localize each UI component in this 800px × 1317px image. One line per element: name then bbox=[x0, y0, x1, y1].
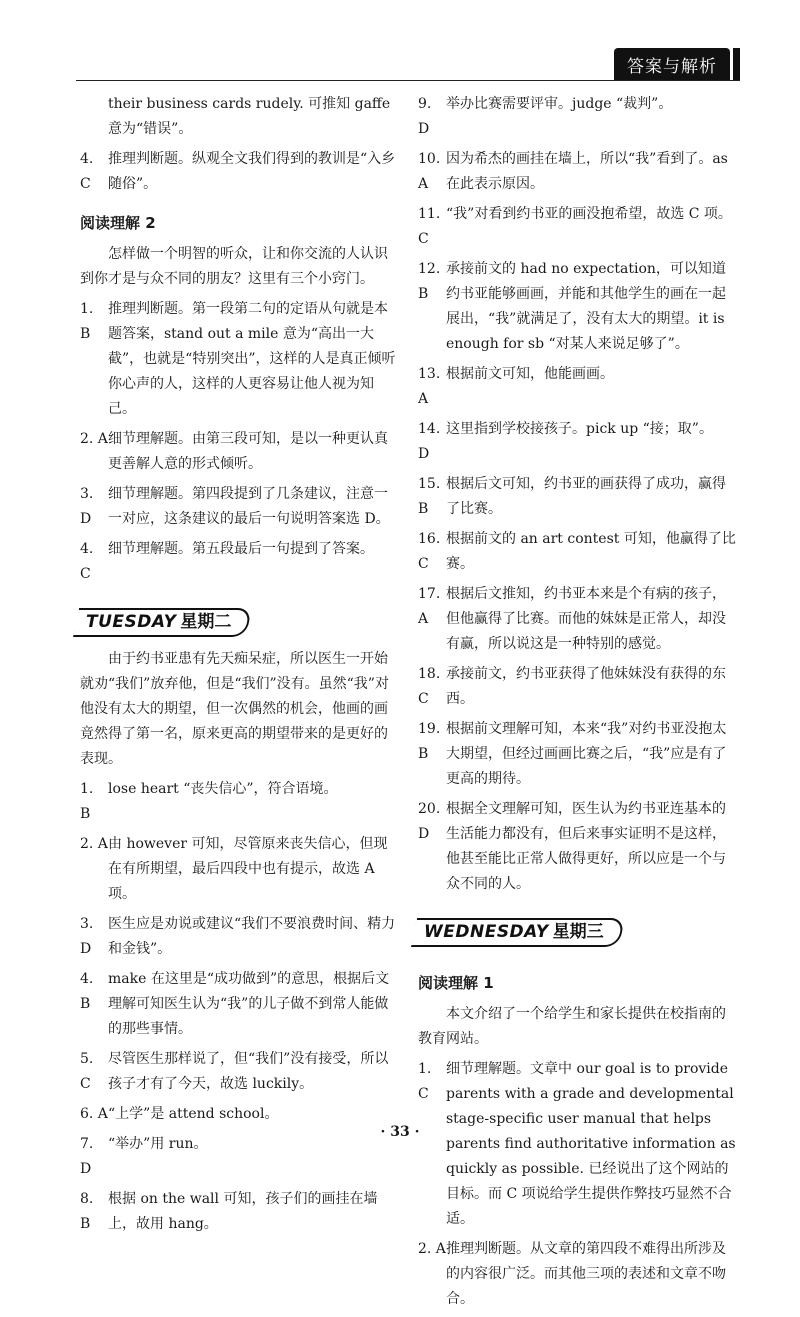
day-banner-wednesday bbox=[414, 918, 622, 947]
answer-number: 1. B bbox=[80, 301, 94, 342]
header-rule bbox=[76, 80, 740, 81]
answer-number: 9. D bbox=[418, 96, 432, 137]
answer-number: 2. A bbox=[80, 836, 108, 852]
section-header-tab bbox=[614, 48, 730, 80]
answer-text: 细节理解题。第四段提到了几条建议，注意一一对应，这条建议的最后一句说明答案选 D。 bbox=[108, 486, 390, 527]
answer-item bbox=[80, 297, 400, 422]
answer-text: 这里指到学校接孩子。pick up “接；取”。 bbox=[446, 421, 713, 437]
answer-number: 5. C bbox=[80, 1051, 94, 1092]
answer-item bbox=[418, 717, 738, 792]
answer-text: 举办比赛需要评审。judge “裁判”。 bbox=[446, 96, 673, 112]
answer-number bbox=[80, 92, 108, 142]
answer-number: 13. A bbox=[418, 366, 441, 407]
answer-item bbox=[80, 427, 400, 477]
answer-item bbox=[418, 202, 738, 252]
answer-number: 4. B bbox=[80, 971, 94, 1012]
answer-text: 根据后文推知，约书亚本来是个有病的孩子，但他赢得了比赛。而他的妹妹是正常人，却没有赢，所以说这是一种特别的感觉。 bbox=[446, 586, 726, 652]
answer-number: 18. C bbox=[418, 666, 441, 707]
answer-text: 根据前文理解可知，本来“我”对约书亚没抱太大期望，但经过画画比赛之后，“我”应是有了更高的期待。 bbox=[446, 721, 727, 787]
answer-item bbox=[80, 912, 400, 962]
answer-text: lose heart “丧失信心”，符合语境。 bbox=[108, 781, 338, 797]
passage-summary: 由于约书亚患有先天痴呆症，所以医生一开始就劝“我们”放弃他，但是“我们”没有。虽然“我”对他没有太大的期望，但一次偶然的机会，他画的画竟然得了第一名，原来更高的期望带来的是更好的表现。 bbox=[80, 651, 389, 767]
answer-number: 1. B bbox=[80, 781, 94, 822]
day-banner-english: WEDNESDAY bbox=[424, 922, 549, 942]
answer-text: 承接前文，约书亚获得了他妹妹没有获得的东西。 bbox=[446, 666, 726, 707]
answer-item bbox=[80, 537, 400, 587]
answer-number: 3. D bbox=[80, 916, 94, 957]
day-banner-tuesday bbox=[76, 608, 249, 637]
answer-number: 2. A bbox=[418, 1241, 446, 1257]
answer-number: 12. B bbox=[418, 261, 441, 302]
answer-number: 17. A bbox=[418, 586, 441, 627]
answer-item bbox=[80, 482, 400, 532]
answer-number: 6. A bbox=[80, 1106, 108, 1122]
answer-item bbox=[418, 257, 738, 357]
answer-item bbox=[80, 92, 400, 142]
answer-number: 10. A bbox=[418, 151, 441, 192]
section-title-reading-1: 阅读理解 1 bbox=[418, 974, 494, 992]
answer-number: 19. B bbox=[418, 721, 441, 762]
answer-text: 医生应是劝说或建议“我们不要浪费时间、精力和金钱”。 bbox=[108, 916, 396, 957]
answer-text: their business cards rudely. 可推知 gaffe 意为“错误”。 bbox=[108, 96, 391, 137]
answer-number: 8. B bbox=[80, 1191, 94, 1232]
left-column bbox=[80, 92, 400, 1242]
answer-item bbox=[80, 1187, 400, 1237]
section-title-reading-2: 阅读理解 2 bbox=[80, 214, 156, 232]
answer-text: 根据前文可知，他能画画。 bbox=[446, 366, 614, 382]
answer-number: 11. C bbox=[418, 206, 441, 247]
answer-text: 细节理解题。文章中 our goal is to provide parents with a grade and developmental stage-specific user manual that helps parents find authoritative information as quickly as possible. 已经说出了这个网站的目标。而 C 项说给学生提供作弊技巧显然不合适。 bbox=[446, 1061, 736, 1227]
answer-text: 根据全文理解可知，医生认为约书亚连基本的生活能力都没有，但后来事实证明不是这样，他甚至能比正常人做得更好，所以应是一个与众不同的人。 bbox=[446, 801, 726, 892]
day-banner-chinese: 星期二 bbox=[180, 612, 232, 632]
answer-text: 承接前文的 had no expectation，可以知道约书亚能够画画，并能和其他学生的画在一起展出，“我”就满足了，没有太大的期望。it is enough for sb “对某人来说足够了”。 bbox=[446, 261, 726, 352]
answer-text: 推理判断题。从文章的第四段不难得出所涉及的内容很广泛。而其他三项的表述和文章不吻合。 bbox=[446, 1241, 726, 1307]
answer-number: 15. B bbox=[418, 476, 441, 517]
answer-text: 因为希杰的画挂在墙上，所以“我”看到了。as 在此表示原因。 bbox=[446, 151, 728, 192]
answer-text: 推理判断题。第一段第二句的定语从句就是本题答案，stand out a mile 意为“高出一大截”，也就是“特别突出”，这样的人是真正倾听你心声的人，这样的人更容易让他人视为知己。 bbox=[108, 301, 396, 417]
answer-text: 根据后文可知，约书亚的画获得了成功，赢得了比赛。 bbox=[446, 476, 726, 517]
day-banner-english: TUESDAY bbox=[86, 612, 177, 632]
answer-item bbox=[418, 527, 738, 577]
answer-number: 7. D bbox=[80, 1136, 94, 1177]
day-banner-chinese: 星期三 bbox=[552, 922, 604, 942]
answer-number: 16. C bbox=[418, 531, 441, 572]
answer-item bbox=[80, 832, 400, 907]
answer-text: 由 however 可知，尽管原来丧失信心，但现在有所期望，最后四段中也有提示，故选 A 项。 bbox=[108, 836, 388, 902]
answer-item bbox=[418, 362, 738, 412]
answer-text: make 在这里是“成功做到”的意思，根据后文理解可知医生认为“我”的儿子做不到常人能做的那些事情。 bbox=[108, 971, 390, 1037]
section-header-title: 答案与解析 bbox=[627, 56, 717, 77]
answer-text: 根据 on the wall 可知，孩子们的画挂在墙上，故用 hang。 bbox=[108, 1191, 378, 1232]
answer-item bbox=[418, 147, 738, 197]
answer-item bbox=[418, 582, 738, 657]
answer-number: 1. C bbox=[418, 1061, 432, 1102]
answer-item bbox=[418, 662, 738, 712]
answer-item bbox=[418, 472, 738, 522]
answer-item bbox=[80, 147, 400, 197]
answer-item bbox=[418, 1057, 738, 1232]
passage-summary: 怎样做一个明智的听众，让和你交流的人认识到你才是与众不同的朋友？这里有三个小窍门。 bbox=[80, 246, 388, 287]
answer-number: 14. D bbox=[418, 421, 441, 462]
answer-text: “我”对看到约书亚的画没抱希望，故选 C 项。 bbox=[446, 206, 732, 222]
answer-item bbox=[80, 1047, 400, 1097]
answer-item bbox=[418, 1237, 738, 1312]
answer-item bbox=[80, 777, 400, 827]
answer-item bbox=[418, 417, 738, 467]
answer-number: 4. C bbox=[80, 151, 94, 192]
answer-text: 根据前文的 an art contest 可知，他赢得了比赛。 bbox=[446, 531, 736, 572]
header-accent-bar bbox=[733, 48, 740, 80]
answer-text: 细节理解题。第五段最后一句提到了答案。 bbox=[108, 541, 374, 557]
answer-text: 推理判断题。纵观全文我们得到的教训是“入乡随俗”。 bbox=[108, 151, 396, 192]
answer-number: 3. D bbox=[80, 486, 94, 527]
answer-text: “举办”用 run。 bbox=[108, 1136, 208, 1152]
answer-item bbox=[418, 797, 738, 897]
page-number: · 33 · bbox=[380, 1124, 420, 1140]
answer-number: 4. C bbox=[80, 541, 94, 582]
answer-number: 2. A bbox=[80, 431, 108, 447]
answer-item bbox=[80, 967, 400, 1042]
answer-item bbox=[418, 92, 738, 142]
answer-text: 尽管医生那样说了，但“我们”没有接受，所以孩子才有了今天，故选 luckily。 bbox=[108, 1051, 389, 1092]
passage-summary: 本文介绍了一个给学生和家长提供在校指南的教育网站。 bbox=[418, 1006, 726, 1047]
answer-text: 细节理解题。由第三段可知，是以一种更认真更善解人意的形式倾听。 bbox=[108, 431, 388, 472]
answer-number: 20. D bbox=[418, 801, 441, 842]
answer-text: “上学”是 attend school。 bbox=[108, 1106, 279, 1122]
